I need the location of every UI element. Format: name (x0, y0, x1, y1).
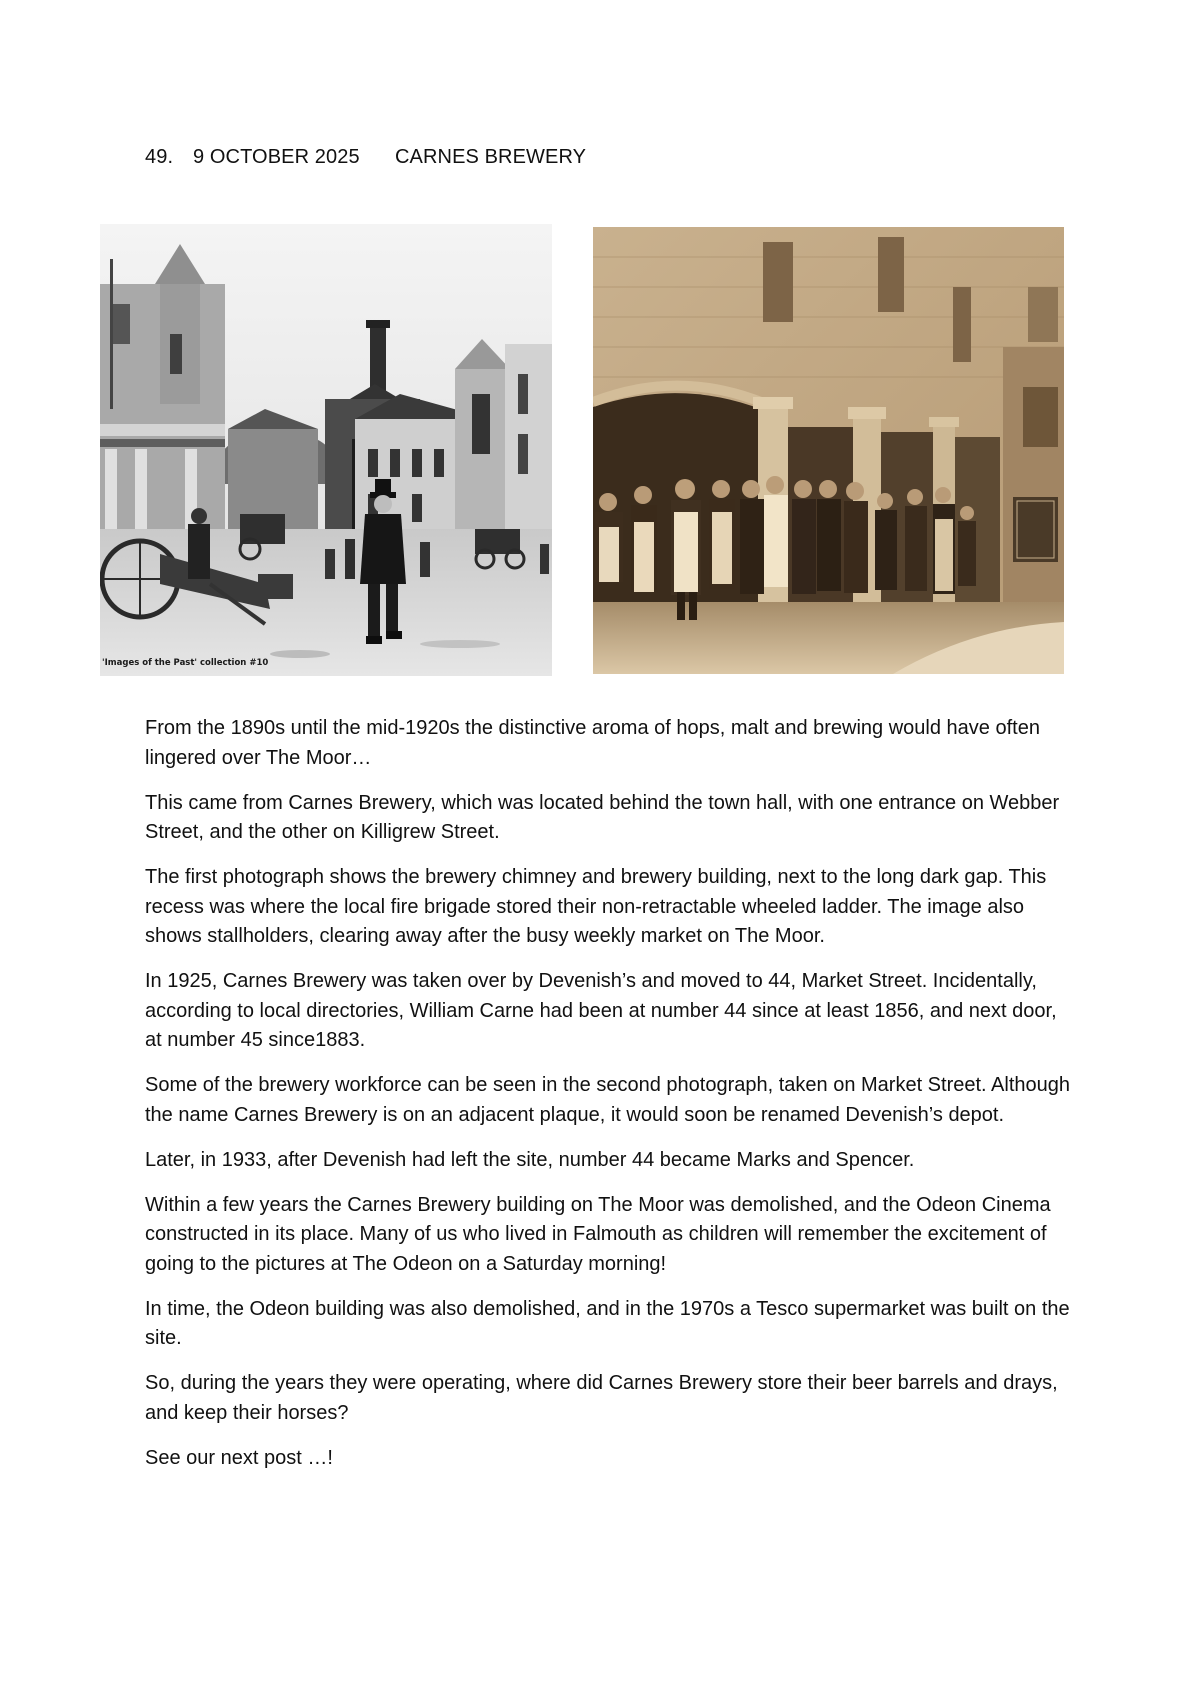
paragraph: The first photograph shows the brewery chimney and brewery building, next to the long dark gap. This recess was where the local fire brigade stored their non-retractable wheeled ladder. The image also shows stallholders, clearing away after the busy weekly market on The Moor. (145, 866, 1047, 947)
paragraph: In time, the Odeon building was also demolished, and in the 1970s a Tesco supermarket was built on the site. (145, 1297, 1070, 1349)
article-body (145, 714, 1070, 1489)
photo-credit-caption: 'Images of the Past' collection #10 (102, 658, 269, 668)
paragraph: From the 1890s until the mid-1920s the distinctive aroma of hops, malt and brewing would have often lingered over The Moor… (145, 717, 1040, 769)
post-title: CARNES BREWERY (395, 146, 587, 168)
paragraph: In 1925, Carnes Brewery was taken over by Devenish’s and moved to 44, Market Street. Incidentally, according to local directories, William Carne had been at number 44 since at least 1856, and next door, at number 45 since1883. (145, 970, 1057, 1051)
paragraph: Some of the brewery workforce can be seen in the second photograph, taken on Market Street. Although the name Carnes Brewery is on an adjacent plaque, it would soon be renamed Devenish’s depot. (145, 1074, 1070, 1126)
bw-street-scene-image (100, 224, 552, 676)
photo-the-moor-brewery-chimney (100, 224, 552, 676)
paragraph: This came from Carnes Brewery, which was located behind the town hall, with one entrance on Webber Street, and the other on Killigrew Street. (145, 791, 1060, 843)
sepia-workforce-image (593, 227, 1064, 674)
paragraph: So, during the years they were operating, where did Carnes Brewery store their beer barrels and drays, and keep their horses? (145, 1372, 1058, 1424)
post-number: 49. (145, 146, 174, 168)
photo-brewery-workforce-market-street (593, 227, 1064, 674)
post-date: 9 OCTOBER 2025 (193, 146, 360, 168)
paragraph: See our next post …! (145, 1446, 333, 1469)
paragraph: Later, in 1933, after Devenish had left the site, number 44 became Marks and Spencer. (145, 1148, 915, 1171)
paragraph: Within a few years the Carnes Brewery building on The Moor was demolished, and the Odeon Cinema constructed in its place. Many of us who lived in Falmouth as children will remember the excitement of going to the pictures at The Odeon on a Saturday morning! (145, 1193, 1051, 1275)
post-header (145, 146, 586, 169)
